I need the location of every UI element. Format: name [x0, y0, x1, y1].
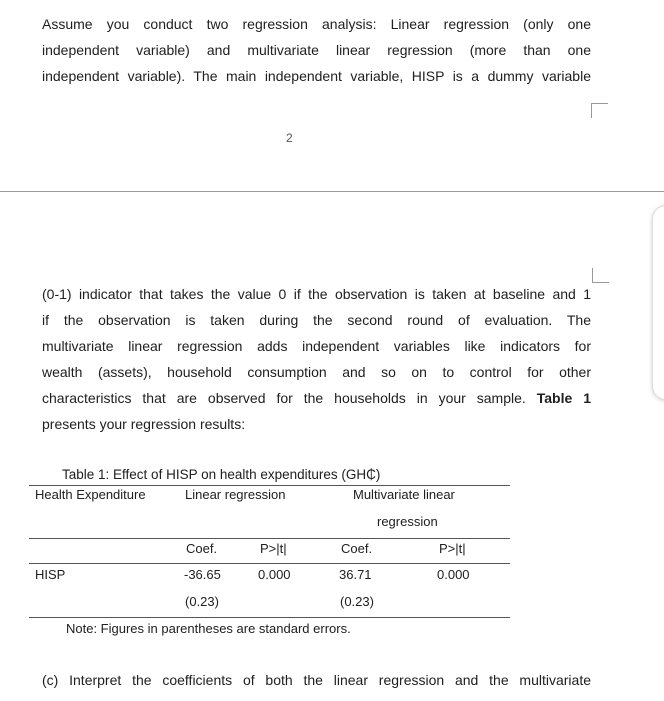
intro-line-3: independent variable). The main independent variable, HISP is a dummy variable	[42, 68, 591, 84]
intro-line-2: independent variable) and multivariate linear regression (more than one	[42, 42, 591, 58]
page-break-divider	[0, 191, 664, 192]
subheader-coef-linear: Coef.	[186, 541, 218, 556]
table-bottom-rule	[29, 617, 510, 618]
intro-paragraph	[42, 11, 591, 89]
subheader-p-linear: P>|t|	[260, 541, 287, 556]
continuation-paragraph	[42, 281, 591, 437]
side-panel-tab[interactable]	[652, 205, 664, 400]
linear-standard-error: (0.23)	[185, 594, 219, 609]
multivariate-coefficient: 36.71	[339, 567, 372, 582]
cont-line-4: wealth (assets), household consumption and so on to control for other	[42, 364, 591, 380]
table-note: Note: Figures in parentheses are standard errors.	[66, 621, 351, 636]
intro-line-1: Assume you conduct two regression analysis: Linear regression (only one	[42, 16, 591, 32]
crop-mark-bottom-left	[592, 268, 609, 283]
linear-p-value: 0.000	[258, 567, 291, 582]
question-c-paragraph	[42, 667, 591, 693]
question-c-line-1: (c) Interpret the coefficients of both the linear regression and the multivariate	[42, 672, 591, 688]
header-multivariate-line1: Multivariate linear	[353, 487, 455, 502]
table-reference: Table 1	[536, 390, 591, 406]
subheader-coef-multivariate: Coef.	[341, 541, 373, 556]
cont-line-2: if the observation is taken during the second round of evaluation. The	[42, 312, 591, 328]
table-subheader-rule	[29, 563, 510, 564]
header-dependent-variable: Health Expenditure	[35, 487, 146, 502]
cont-line-5	[42, 385, 591, 411]
linear-coefficient: -36.65	[184, 567, 221, 582]
table-header-rule	[29, 538, 510, 539]
multivariate-standard-error: (0.23)	[340, 594, 374, 609]
cont-line-1: (0-1) indicator that takes the value 0 if the observation is taken at baseline and 1	[42, 286, 591, 302]
cont-line-5-text: characteristics that are observed for the households in your sample.	[42, 390, 526, 406]
subheader-p-multivariate: P>|t|	[439, 541, 466, 556]
cont-line-6: presents your regression results:	[42, 416, 246, 432]
header-multivariate-line2: regression	[377, 514, 438, 529]
page-number: 2	[286, 131, 293, 145]
crop-mark-top-right	[591, 103, 608, 118]
table-caption: Table 1: Effect of HISP on health expenditures (GH₵)	[62, 467, 381, 482]
row-label-hisp: HISP	[35, 567, 66, 582]
cont-line-3: multivariate linear regression adds independent variables like indicators for	[42, 338, 591, 354]
multivariate-p-value: 0.000	[437, 567, 470, 582]
table-top-rule	[29, 485, 510, 486]
header-linear-regression: Linear regression	[185, 487, 286, 502]
